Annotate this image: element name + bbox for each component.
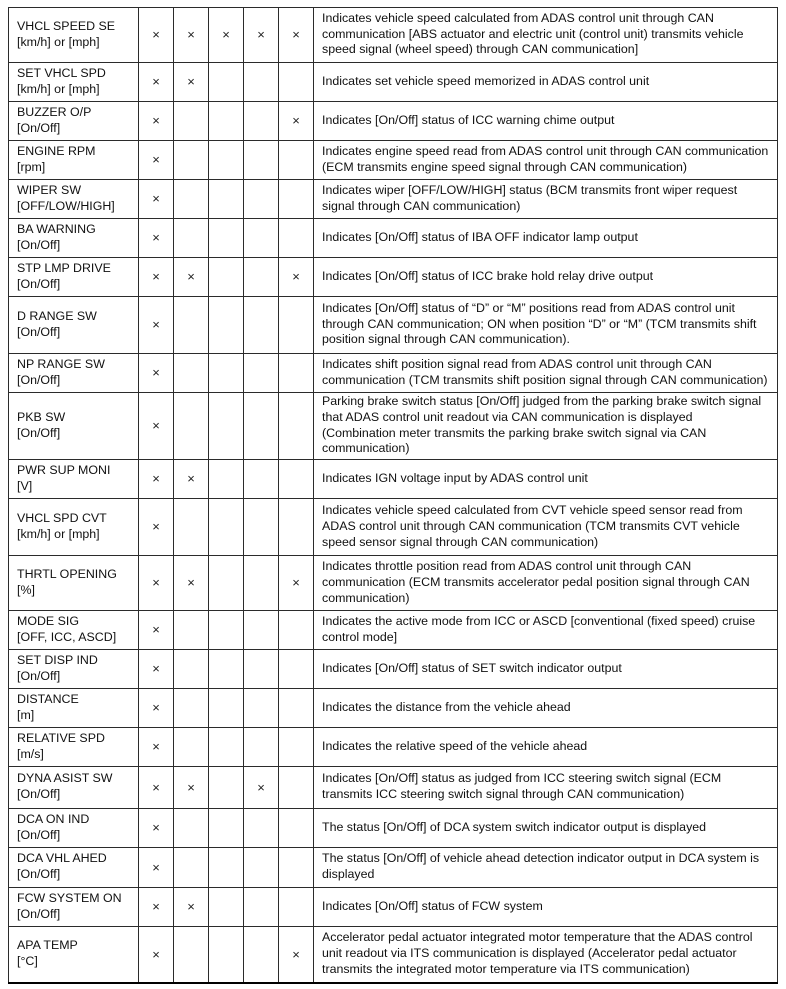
monitor-item-description: Indicates [On/Off] status of ICC brake hold relay drive output bbox=[314, 258, 778, 297]
monitor-item-name: BUZZER O/P [On/Off] bbox=[9, 102, 139, 141]
mode-mark-cell-5: × bbox=[279, 8, 314, 63]
mode-mark-cell-1: × bbox=[139, 258, 174, 297]
mode-mark-cell-5 bbox=[279, 499, 314, 556]
monitor-item-description: Indicates the relative speed of the vehicle ahead bbox=[314, 728, 778, 767]
monitor-item-description: Indicates vehicle speed calculated from CVT vehicle speed sensor read from ADAS control unit through CAN communication (TCM transmits CVT vehicle speed sensor signal through CAN communication) bbox=[314, 499, 778, 556]
monitor-item-description: Indicates [On/Off] status as judged from ICC steering switch signal (ECM transmits ICC steering switch signal through CAN communication) bbox=[314, 767, 778, 809]
mode-mark-cell-4 bbox=[244, 63, 279, 102]
mode-mark-cell-1: × bbox=[139, 556, 174, 611]
monitor-item-name: MODE SIG [OFF, ICC, ASCD] bbox=[9, 611, 139, 650]
mode-mark-cell-5: × bbox=[279, 258, 314, 297]
mode-mark-cell-5: × bbox=[279, 556, 314, 611]
table-row bbox=[9, 611, 778, 650]
mode-mark-cell-3 bbox=[209, 297, 244, 354]
table-body bbox=[9, 8, 778, 983]
mode-mark-cell-3 bbox=[209, 354, 244, 393]
mode-mark-cell-1: × bbox=[139, 393, 174, 460]
monitor-item-name: RELATIVE SPD [m/s] bbox=[9, 728, 139, 767]
mode-mark-cell-5 bbox=[279, 460, 314, 499]
mode-mark-cell-4 bbox=[244, 611, 279, 650]
monitor-item-description: Indicates wiper [OFF/LOW/HIGH] status (BCM transmits front wiper request signal through CAN communication) bbox=[314, 180, 778, 219]
mode-mark-cell-4 bbox=[244, 102, 279, 141]
table-row bbox=[9, 556, 778, 611]
mode-mark-cell-3 bbox=[209, 888, 244, 927]
table-row bbox=[9, 728, 778, 767]
mode-mark-cell-4 bbox=[244, 809, 279, 848]
mode-mark-cell-2 bbox=[174, 102, 209, 141]
mode-mark-cell-3 bbox=[209, 611, 244, 650]
monitor-item-name: DYNA ASIST SW [On/Off] bbox=[9, 767, 139, 809]
table-row bbox=[9, 650, 778, 689]
table-row bbox=[9, 689, 778, 728]
table-row bbox=[9, 888, 778, 927]
monitor-item-description: Indicates vehicle speed calculated from ADAS control unit through CAN communication [ABS actuator and electric unit (control unit) transmits vehicle speed signal (wheel speed) through CAN communication] bbox=[314, 8, 778, 63]
mode-mark-cell-5 bbox=[279, 650, 314, 689]
mode-mark-cell-3 bbox=[209, 393, 244, 460]
mode-mark-cell-1: × bbox=[139, 219, 174, 258]
mode-mark-cell-2 bbox=[174, 297, 209, 354]
mode-mark-cell-4 bbox=[244, 180, 279, 219]
mode-mark-cell-1: × bbox=[139, 102, 174, 141]
mode-mark-cell-1: × bbox=[139, 689, 174, 728]
mode-mark-cell-1: × bbox=[139, 927, 174, 983]
mode-mark-cell-3 bbox=[209, 556, 244, 611]
table-row bbox=[9, 297, 778, 354]
mode-mark-cell-3 bbox=[209, 767, 244, 809]
mode-mark-cell-4 bbox=[244, 354, 279, 393]
monitor-item-name: FCW SYSTEM ON [On/Off] bbox=[9, 888, 139, 927]
mode-mark-cell-5 bbox=[279, 219, 314, 258]
mode-mark-cell-3 bbox=[209, 499, 244, 556]
mode-mark-cell-5 bbox=[279, 354, 314, 393]
monitor-item-description: The status [On/Off] of vehicle ahead detection indicator output in DCA system is displayed bbox=[314, 848, 778, 888]
mode-mark-cell-5 bbox=[279, 141, 314, 180]
monitor-item-name: SET DISP IND [On/Off] bbox=[9, 650, 139, 689]
monitor-item-description: Accelerator pedal actuator integrated motor temperature that the ADAS control unit readout via ITS communication is displayed (Accelerator pedal actuator transmits the integrated motor temperature via ITS communication) bbox=[314, 927, 778, 983]
table-row bbox=[9, 63, 778, 102]
monitor-item-name: VHCL SPEED SE [km/h] or [mph] bbox=[9, 8, 139, 63]
mode-mark-cell-1: × bbox=[139, 809, 174, 848]
mode-mark-cell-4 bbox=[244, 393, 279, 460]
table-row bbox=[9, 180, 778, 219]
mode-mark-cell-3 bbox=[209, 689, 244, 728]
monitor-item-name: D RANGE SW [On/Off] bbox=[9, 297, 139, 354]
mode-mark-cell-3 bbox=[209, 180, 244, 219]
mode-mark-cell-3 bbox=[209, 219, 244, 258]
table-row bbox=[9, 927, 778, 983]
table-row bbox=[9, 354, 778, 393]
monitor-item-description: The status [On/Off] of DCA system switch indicator output is displayed bbox=[314, 809, 778, 848]
mode-mark-cell-2: × bbox=[174, 63, 209, 102]
monitor-item-description: Indicates [On/Off] status of IBA OFF indicator lamp output bbox=[314, 219, 778, 258]
mode-mark-cell-1: × bbox=[139, 650, 174, 689]
mode-mark-cell-5 bbox=[279, 809, 314, 848]
monitor-item-description: Indicates the distance from the vehicle ahead bbox=[314, 689, 778, 728]
mode-mark-cell-4: × bbox=[244, 767, 279, 809]
mode-mark-cell-2 bbox=[174, 809, 209, 848]
mode-mark-cell-2: × bbox=[174, 460, 209, 499]
monitor-item-name: DISTANCE [m] bbox=[9, 689, 139, 728]
monitor-item-name: THRTL OPENING [%] bbox=[9, 556, 139, 611]
mode-mark-cell-3 bbox=[209, 141, 244, 180]
mode-mark-cell-2 bbox=[174, 927, 209, 983]
mode-mark-cell-3 bbox=[209, 63, 244, 102]
mode-mark-cell-4 bbox=[244, 297, 279, 354]
mode-mark-cell-2 bbox=[174, 499, 209, 556]
mode-mark-cell-2: × bbox=[174, 888, 209, 927]
mode-mark-cell-2 bbox=[174, 728, 209, 767]
monitor-item-name: ENGINE RPM [rpm] bbox=[9, 141, 139, 180]
mode-mark-cell-5 bbox=[279, 393, 314, 460]
mode-mark-cell-1: × bbox=[139, 354, 174, 393]
table-row bbox=[9, 393, 778, 460]
mode-mark-cell-4 bbox=[244, 460, 279, 499]
mode-mark-cell-1: × bbox=[139, 888, 174, 927]
mode-mark-cell-4: × bbox=[244, 8, 279, 63]
mode-mark-cell-4 bbox=[244, 499, 279, 556]
mode-mark-cell-5 bbox=[279, 888, 314, 927]
monitor-item-description: Indicates set vehicle speed memorized in ADAS control unit bbox=[314, 63, 778, 102]
mode-mark-cell-2 bbox=[174, 393, 209, 460]
monitor-item-name: PKB SW [On/Off] bbox=[9, 393, 139, 460]
table-row bbox=[9, 141, 778, 180]
mode-mark-cell-4 bbox=[244, 258, 279, 297]
mode-mark-cell-3 bbox=[209, 809, 244, 848]
mode-mark-cell-3 bbox=[209, 848, 244, 888]
mode-mark-cell-3 bbox=[209, 258, 244, 297]
mode-mark-cell-1: × bbox=[139, 460, 174, 499]
monitor-item-name: PWR SUP MONI [V] bbox=[9, 460, 139, 499]
mode-mark-cell-5 bbox=[279, 63, 314, 102]
table-row bbox=[9, 219, 778, 258]
monitor-item-name: WIPER SW [OFF/LOW/HIGH] bbox=[9, 180, 139, 219]
mode-mark-cell-3 bbox=[209, 927, 244, 983]
mode-mark-cell-5: × bbox=[279, 102, 314, 141]
mode-mark-cell-5 bbox=[279, 180, 314, 219]
monitor-item-name: SET VHCL SPD [km/h] or [mph] bbox=[9, 63, 139, 102]
monitor-item-description: Indicates shift position signal read from ADAS control unit through CAN communication (TCM transmits shift position signal through CAN communication) bbox=[314, 354, 778, 393]
mode-mark-cell-5 bbox=[279, 848, 314, 888]
monitor-item-name: BA WARNING [On/Off] bbox=[9, 219, 139, 258]
mode-mark-cell-2: × bbox=[174, 767, 209, 809]
mode-mark-cell-3: × bbox=[209, 8, 244, 63]
monitor-item-description: Indicates engine speed read from ADAS control unit through CAN communication (ECM transmits engine speed signal through CAN communication) bbox=[314, 141, 778, 180]
monitor-item-name: DCA ON IND [On/Off] bbox=[9, 809, 139, 848]
mode-mark-cell-4 bbox=[244, 888, 279, 927]
mode-mark-cell-1: × bbox=[139, 728, 174, 767]
mode-mark-cell-2 bbox=[174, 354, 209, 393]
mode-mark-cell-2: × bbox=[174, 556, 209, 611]
mode-mark-cell-5 bbox=[279, 689, 314, 728]
mode-mark-cell-3 bbox=[209, 460, 244, 499]
monitor-item-name: NP RANGE SW [On/Off] bbox=[9, 354, 139, 393]
monitor-item-description: Indicates [On/Off] status of ICC warning chime output bbox=[314, 102, 778, 141]
mode-mark-cell-4 bbox=[244, 650, 279, 689]
monitor-item-name: VHCL SPD CVT [km/h] or [mph] bbox=[9, 499, 139, 556]
mode-mark-cell-1: × bbox=[139, 611, 174, 650]
mode-mark-cell-2 bbox=[174, 219, 209, 258]
monitor-item-table bbox=[8, 7, 778, 984]
monitor-item-description: Indicates the active mode from ICC or ASCD [conventional (fixed speed) cruise control mode] bbox=[314, 611, 778, 650]
mode-mark-cell-2 bbox=[174, 141, 209, 180]
mode-mark-cell-5 bbox=[279, 611, 314, 650]
monitor-item-description: Indicates [On/Off] status of FCW system bbox=[314, 888, 778, 927]
mode-mark-cell-3 bbox=[209, 102, 244, 141]
monitor-item-name: APA TEMP [°C] bbox=[9, 927, 139, 983]
table-row bbox=[9, 8, 778, 63]
mode-mark-cell-1: × bbox=[139, 848, 174, 888]
monitor-item-description: Indicates IGN voltage input by ADAS control unit bbox=[314, 460, 778, 499]
table-row bbox=[9, 767, 778, 809]
table-row bbox=[9, 499, 778, 556]
mode-mark-cell-4 bbox=[244, 848, 279, 888]
mode-mark-cell-4 bbox=[244, 689, 279, 728]
mode-mark-cell-2 bbox=[174, 611, 209, 650]
table-row bbox=[9, 848, 778, 888]
monitor-item-description: Indicates [On/Off] status of “D” or “M” positions read from ADAS control unit through CAN communication; ON when position “D” or “M” (TCM transmits shift position signal through CAN communication). bbox=[314, 297, 778, 354]
mode-mark-cell-3 bbox=[209, 728, 244, 767]
mode-mark-cell-2 bbox=[174, 689, 209, 728]
table-row bbox=[9, 102, 778, 141]
monitor-item-name: DCA VHL AHED [On/Off] bbox=[9, 848, 139, 888]
mode-mark-cell-1: × bbox=[139, 767, 174, 809]
mode-mark-cell-5 bbox=[279, 728, 314, 767]
mode-mark-cell-4 bbox=[244, 556, 279, 611]
mode-mark-cell-1: × bbox=[139, 63, 174, 102]
mode-mark-cell-1: × bbox=[139, 8, 174, 63]
mode-mark-cell-1: × bbox=[139, 499, 174, 556]
mode-mark-cell-2 bbox=[174, 180, 209, 219]
mode-mark-cell-2 bbox=[174, 848, 209, 888]
monitor-item-description: Indicates throttle position read from ADAS control unit through CAN communication (ECM transmits accelerator pedal position signal through CAN communication) bbox=[314, 556, 778, 611]
monitor-item-description: Indicates [On/Off] status of SET switch indicator output bbox=[314, 650, 778, 689]
table-row bbox=[9, 460, 778, 499]
mode-mark-cell-5: × bbox=[279, 927, 314, 983]
mode-mark-cell-2: × bbox=[174, 258, 209, 297]
mode-mark-cell-4 bbox=[244, 219, 279, 258]
mode-mark-cell-2 bbox=[174, 650, 209, 689]
mode-mark-cell-4 bbox=[244, 141, 279, 180]
mode-mark-cell-1: × bbox=[139, 180, 174, 219]
mode-mark-cell-5 bbox=[279, 297, 314, 354]
mode-mark-cell-1: × bbox=[139, 297, 174, 354]
table-row bbox=[9, 809, 778, 848]
mode-mark-cell-2: × bbox=[174, 8, 209, 63]
mode-mark-cell-1: × bbox=[139, 141, 174, 180]
monitor-item-name: STP LMP DRIVE [On/Off] bbox=[9, 258, 139, 297]
mode-mark-cell-3 bbox=[209, 650, 244, 689]
monitor-item-description: Parking brake switch status [On/Off] judged from the parking brake switch signal that ADAS control unit readout via CAN communication is displayed (Combination meter transmits the parking brake switch signal via CAN communication) bbox=[314, 393, 778, 460]
mode-mark-cell-4 bbox=[244, 728, 279, 767]
mode-mark-cell-4 bbox=[244, 927, 279, 983]
mode-mark-cell-5 bbox=[279, 767, 314, 809]
table-row bbox=[9, 258, 778, 297]
